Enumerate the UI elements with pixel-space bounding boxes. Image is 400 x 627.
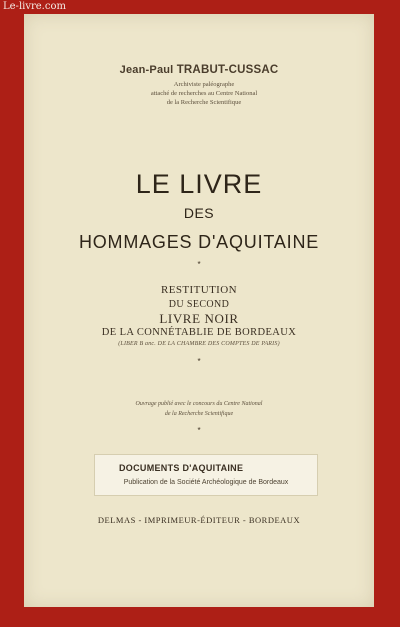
affiliation-line: Archiviste paléographe xyxy=(173,81,235,88)
subtitle-line: DE LA CONNÉTABLIE DE BORDEAUX xyxy=(101,327,297,338)
subtitle-line: DU SECOND xyxy=(168,299,230,310)
author-last-name: TRABUT-CUSSAC xyxy=(176,64,279,76)
series-label-box xyxy=(94,454,318,496)
book-cover xyxy=(24,14,374,607)
title-line-2: DES xyxy=(183,205,215,221)
affiliation-line: attaché de recherches au Centre National xyxy=(150,90,258,97)
note-line: Ouvrage publié avec le concours du Centre National xyxy=(135,401,263,407)
subtitle-line: LIVRE NOIR xyxy=(159,311,239,326)
ornament-star: * xyxy=(197,426,201,435)
publication-note xyxy=(104,399,294,419)
ornament-star: * xyxy=(197,357,201,366)
author-affiliation xyxy=(84,80,324,107)
ornament-star: * xyxy=(197,260,201,269)
subtitle-line: RESTITUTION xyxy=(161,284,237,296)
author-first-name: Jean-Paul xyxy=(119,64,174,76)
series-subtitle: Publication de la Société Archéologique de Bordeaux xyxy=(123,479,289,486)
affiliation-line: de la Recherche Scientifique xyxy=(166,99,242,106)
subtitle-line: (LIBER B anc. DE LA CHAMBRE DES COMPTES DE PARIS) xyxy=(118,341,280,347)
publisher: DELMAS - IMPRIMEUR-ÉDITEUR - BORDEAUX xyxy=(97,515,301,525)
watermark: Le-livre.com xyxy=(3,1,66,12)
note-line: de la Recherche Scientifique xyxy=(164,411,234,417)
title-line-3: HOMMAGES D'AQUITAINE xyxy=(78,232,320,252)
series-title: DOCUMENTS D'AQUITAINE xyxy=(119,463,244,473)
author xyxy=(24,64,374,76)
title-line-1: LE LIVRE xyxy=(135,169,263,199)
